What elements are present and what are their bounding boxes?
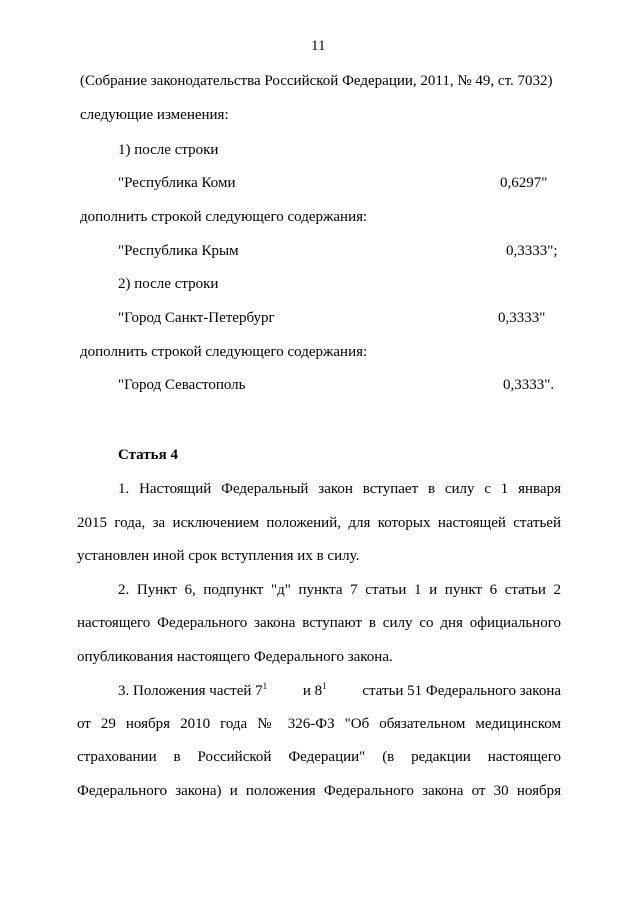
paragraph-line: установлен иной срок вступления их в силу.: [77, 548, 360, 564]
paragraph-line: страховании в Российской Федерации" (в редакции настоящего: [77, 749, 561, 765]
paragraph-line: от 29 ноября 2010 года № 326-ФЗ "Об обязательном медицинском: [77, 716, 561, 732]
paragraph-line: Федерального закона) и положения Федерального закона от 30 ноября: [77, 783, 561, 799]
text-fragment: 3. Положения частей $7^1$: [118, 681, 268, 699]
text-fragment: и $8^1$: [302, 681, 327, 699]
paragraph-line: 2. Пункт 6, подпункт "д" пункта 7 статьи 1 и пункт 6 статьи 2: [118, 582, 561, 598]
table-row-label: "Республика Коми: [118, 175, 236, 191]
table-row-label: "Город Санкт-Петербург: [118, 310, 275, 326]
table-row-value: 0,3333";: [506, 243, 558, 259]
text-line: (Собрание законодательства Российской Федерации, 2011, № 49, ст. 7032): [80, 73, 553, 89]
text-line: дополнить строкой следующего содержания:: [80, 344, 368, 360]
superscript: 1: [322, 681, 327, 691]
text-line: дополнить строкой следующего содержания:: [80, 209, 368, 225]
paragraph-line: опубликования настоящего Федерального закона.: [77, 649, 393, 665]
superscript: 1: [262, 681, 268, 691]
table-row-value: 0,6297": [500, 175, 548, 191]
text-line: 1) после строки: [118, 142, 219, 158]
paragraph-line: [118, 682, 561, 700]
text-fragment: статьи 51 Федерального закона: [362, 683, 561, 699]
table-row-value: 0,3333": [498, 310, 546, 326]
table-row-label: "Республика Крым: [118, 243, 239, 259]
paragraph-line: 2015 года, за исключением положений, для которых настоящей статьей: [77, 515, 561, 531]
article-heading: Статья 4: [118, 447, 178, 463]
text-line: следующие изменения:: [80, 107, 229, 123]
table-row-label: "Город Севастополь: [118, 377, 246, 393]
paragraph-line: настоящего Федерального закона вступают в силу со дня официального: [77, 615, 561, 631]
text-line: 2) после строки: [118, 276, 219, 292]
paragraph-line: 1. Настоящий Федеральный закон вступает в силу с 1 января: [118, 481, 561, 497]
page-number: 11: [311, 38, 326, 54]
table-row-value: 0,3333".: [503, 377, 555, 393]
